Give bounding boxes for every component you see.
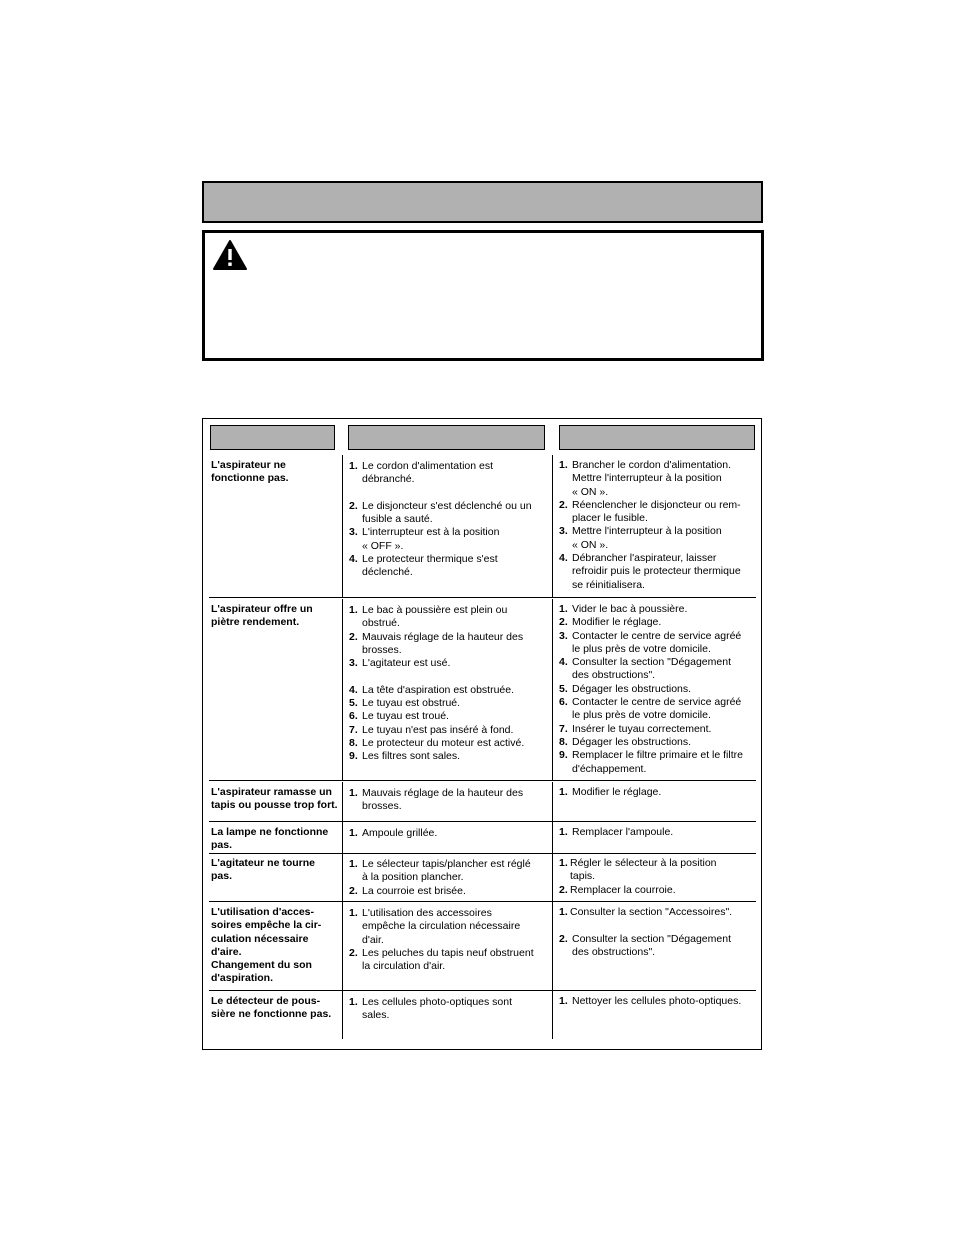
cause-item: [349, 724, 524, 737]
item-number: 2.: [559, 498, 568, 511]
item-number: 6.: [349, 710, 358, 723]
item-number: 2.: [349, 946, 358, 959]
item-number: 2.: [349, 499, 358, 512]
item-line: d'air.: [362, 933, 384, 946]
solution-item: [559, 656, 743, 683]
solution-item: [559, 552, 741, 592]
cause-item: [349, 858, 531, 885]
problem-cell: [211, 603, 313, 630]
column-divider: [342, 902, 343, 990]
item-line: Ampoule grillée.: [362, 827, 438, 839]
item-number: 7.: [559, 722, 568, 735]
item-line: le plus près de votre domicile.: [572, 709, 711, 722]
solution-item: [559, 906, 732, 919]
item-number: 1.: [559, 786, 568, 798]
item-line: Modifier le réglage.: [572, 616, 662, 629]
problem-line: pas.: [211, 870, 233, 883]
problem-line: d'aire.: [211, 945, 242, 958]
item-line: L'interrupteur est à la position: [362, 526, 500, 539]
cause-item: [349, 697, 524, 710]
cause-item: [349, 684, 524, 697]
problem-line: piètre rendement.: [211, 616, 300, 629]
cause-item: [349, 947, 534, 974]
item-number: 1.: [349, 996, 358, 1008]
item-line: L'utilisation des accessoires: [362, 907, 492, 919]
column-divider: [552, 853, 553, 901]
item-number: 3.: [349, 657, 358, 670]
solutions-cell: [559, 603, 743, 776]
problem-line: d'aspiration.: [211, 972, 274, 985]
causes-cell: [349, 604, 524, 764]
item-number: 1.: [349, 460, 358, 472]
item-line: d'échappement.: [572, 762, 647, 775]
column-divider: [342, 822, 343, 853]
item-line: Mauvais réglage de la hauteur des: [362, 787, 524, 799]
solution-item: [559, 603, 743, 616]
solution-item: [559, 499, 741, 526]
cause-item: [349, 604, 524, 631]
warning-triangle-icon: [212, 239, 248, 271]
cause-item: [349, 657, 524, 670]
item-line: Le protecteur thermique s'est: [362, 553, 498, 566]
solutions-cell: [559, 826, 673, 839]
title-bar: [202, 181, 763, 223]
row-divider: [209, 597, 756, 598]
column-divider: [552, 599, 553, 780]
item-number: 6.: [559, 696, 568, 709]
solution-item: [559, 736, 743, 749]
solution-item: [559, 995, 741, 1008]
header-problem: [210, 425, 335, 450]
solution-item: [559, 723, 743, 736]
problem-cell: [211, 906, 321, 986]
causes-cell: [349, 858, 531, 898]
solutions-cell: [559, 459, 741, 592]
item-line: Vider le bac à poussière.: [572, 603, 688, 615]
header-solution: [559, 425, 755, 450]
cause-item: [349, 553, 532, 580]
column-divider: [552, 822, 553, 853]
item-line: Le tuyau n'est pas inséré à fond.: [362, 723, 514, 736]
item-line: Remplacer l'ampoule.: [572, 826, 674, 838]
item-number: 4.: [559, 552, 568, 565]
item-line: Remplacer la courroie.: [570, 883, 676, 896]
row-divider: [209, 990, 756, 991]
item-line: Régler le sélecteur à la position: [570, 857, 717, 869]
problem-line: Le détecteur de pous-: [211, 995, 321, 1007]
solution-item: [559, 826, 673, 839]
item-line: la circulation d'air.: [362, 960, 446, 973]
column-divider: [552, 782, 553, 821]
item-number: 3.: [559, 629, 568, 642]
item-line: Les peluches du tapis neuf obstruent: [362, 946, 534, 959]
problem-line: pas.: [211, 839, 233, 852]
item-number: 2.: [349, 630, 358, 643]
item-line: Modifier le réglage.: [572, 786, 662, 798]
row-divider: [209, 853, 756, 854]
problem-cell: [211, 786, 338, 813]
item-line: sales.: [362, 1009, 390, 1022]
cause-item: [349, 885, 531, 898]
cause-item: [349, 907, 534, 947]
column-divider: [342, 599, 343, 780]
item-line: Nettoyer les cellules photo-optiques.: [572, 995, 742, 1007]
solution-item: [559, 630, 743, 657]
problem-line: L'aspirateur ne: [211, 459, 286, 471]
causes-cell: [349, 460, 532, 580]
item-line: obstrué.: [362, 617, 400, 630]
cause-item: [349, 460, 532, 487]
solution-item: [559, 683, 743, 696]
column-divider: [342, 853, 343, 901]
item-line: Débrancher l'aspirateur, laisser: [572, 552, 717, 565]
problem-line: fonctionne pas.: [211, 472, 289, 485]
cause-item: [349, 787, 523, 814]
item-line: La tête d'aspiration est obstruée.: [362, 683, 515, 696]
problem-line: Changement du son: [211, 959, 312, 972]
column-divider: [552, 902, 553, 990]
item-number: 4.: [349, 683, 358, 696]
causes-cell: [349, 827, 437, 840]
solution-item: [559, 525, 741, 552]
item-number: 2.: [559, 883, 568, 896]
cause-item: [349, 827, 437, 840]
item-line: à la position plancher.: [362, 871, 464, 884]
item-line: tapis.: [570, 870, 596, 883]
item-line: « OFF ».: [362, 539, 404, 552]
item-number: 2.: [349, 884, 358, 897]
column-divider: [552, 455, 553, 597]
solution-item: [559, 459, 741, 499]
solutions-cell: [559, 857, 717, 897]
item-number: 1.: [349, 787, 358, 799]
item-line: Le protecteur du moteur est activé.: [362, 736, 525, 749]
item-line: Réenclencher le disjoncteur ou rem-: [572, 498, 741, 511]
problem-line: soires empêche la cir-: [211, 919, 322, 932]
solution-item: [559, 857, 717, 884]
item-line: L'agitateur est usé.: [362, 657, 451, 670]
item-number: 1.: [559, 603, 568, 615]
item-number: 9.: [349, 750, 358, 763]
item-number: 3.: [349, 526, 358, 539]
cause-item: [349, 750, 524, 763]
problem-line: culation nécessaire: [211, 932, 309, 945]
problem-line: L'agitateur ne tourne: [211, 857, 316, 869]
solutions-cell: [559, 906, 732, 959]
causes-cell: [349, 787, 523, 814]
column-divider: [342, 991, 343, 1039]
cause-item: [349, 710, 524, 723]
problem-line: tapis ou pousse trop fort.: [211, 799, 338, 812]
item-number: 5.: [559, 682, 568, 695]
row-divider: [209, 901, 756, 902]
troubleshooting-table: [202, 418, 762, 1050]
solution-item: [559, 933, 732, 960]
item-line: brosses.: [362, 800, 402, 813]
item-line: le plus près de votre domicile.: [572, 642, 711, 655]
row-divider: [209, 821, 756, 822]
item-number: 5.: [349, 697, 358, 710]
item-number: 4.: [559, 656, 568, 669]
causes-cell: [349, 907, 534, 973]
problem-line: La lampe ne fonctionne: [211, 826, 329, 838]
item-number: 1.: [559, 857, 568, 869]
solution-item: [559, 696, 743, 723]
item-line: Insérer le tuyau correctement.: [572, 722, 712, 735]
cause-item: [349, 526, 532, 553]
item-line: fusible a sauté.: [362, 513, 433, 526]
item-line: Consulter la section "Dégagement: [572, 932, 731, 945]
item-line: refroidir puis le protecteur thermique: [572, 565, 741, 578]
item-line: Le tuyau est obstrué.: [362, 697, 461, 710]
problem-line: sière ne fonctionne pas.: [211, 1008, 332, 1021]
problem-line: L'utilisation d'acces-: [211, 906, 315, 918]
item-line: des obstructions".: [572, 669, 656, 682]
item-number: 3.: [559, 525, 568, 538]
item-number: 1.: [559, 459, 568, 471]
item-line: Dégager les obstructions.: [572, 682, 692, 695]
column-divider: [342, 782, 343, 821]
problem-cell: [211, 459, 289, 486]
item-number: 1.: [559, 995, 568, 1007]
item-line: placer le fusible.: [572, 512, 648, 525]
item-line: Consulter la section "Accessoires".: [570, 906, 733, 918]
item-number: 1.: [349, 827, 358, 839]
warning-box: [202, 230, 764, 361]
item-line: Contacter le centre de service agréé: [572, 629, 742, 642]
item-number: 4.: [349, 553, 358, 566]
cause-item: [349, 631, 524, 658]
solutions-cell: [559, 786, 661, 799]
item-line: Le disjoncteur s'est déclenché ou un: [362, 499, 532, 512]
item-line: « ON ».: [572, 538, 609, 551]
item-number: 1.: [349, 858, 358, 870]
column-divider: [342, 455, 343, 597]
causes-cell: [349, 996, 512, 1023]
item-line: Mauvais réglage de la hauteur des: [362, 630, 524, 643]
item-number: 7.: [349, 723, 358, 736]
header-cause: [348, 425, 545, 450]
solution-item: [559, 884, 717, 897]
item-line: La courroie est brisée.: [362, 884, 466, 897]
item-line: « ON ».: [572, 485, 609, 498]
problem-cell: [211, 995, 331, 1022]
item-number: 9.: [559, 749, 568, 762]
item-line: Mettre l'interrupteur à la position: [572, 472, 722, 485]
problem-cell: [211, 826, 328, 853]
item-number: 1.: [559, 826, 568, 838]
item-number: 2.: [559, 616, 568, 629]
solution-item: [559, 616, 743, 629]
item-line: Dégager les obstructions.: [572, 735, 692, 748]
problem-cell: [211, 857, 315, 884]
cause-item: [349, 996, 512, 1023]
solutions-cell: [559, 995, 741, 1008]
item-line: brosses.: [362, 643, 402, 656]
problem-line: L'aspirateur ramasse un: [211, 786, 332, 798]
column-divider: [552, 991, 553, 1039]
item-line: Le cordon d'alimentation est: [362, 460, 494, 472]
item-line: Les cellules photo-optiques sont: [362, 996, 513, 1008]
solution-item: [559, 786, 661, 799]
item-number: 1.: [559, 906, 568, 918]
item-number: 8.: [559, 735, 568, 748]
item-line: Le tuyau est troué.: [362, 710, 449, 723]
item-line: Le bac à poussière est plein ou: [362, 604, 508, 616]
solution-item: [559, 749, 743, 776]
item-line: Brancher le cordon d'alimentation.: [572, 459, 732, 471]
item-number: 2.: [559, 932, 568, 945]
item-line: empêche la circulation nécessaire: [362, 920, 521, 933]
item-line: débranché.: [362, 473, 415, 486]
problem-line: L'aspirateur offre un: [211, 603, 313, 615]
item-line: des obstructions".: [572, 945, 656, 958]
item-line: Le sélecteur tapis/plancher est réglé: [362, 858, 531, 870]
item-line: Les filtres sont sales.: [362, 750, 461, 763]
item-line: Remplacer le filtre primaire et le filtre: [572, 749, 743, 762]
cause-item: [349, 500, 532, 527]
item-line: Mettre l'interrupteur à la position: [572, 525, 722, 538]
cause-item: [349, 737, 524, 750]
item-line: déclenché.: [362, 566, 413, 579]
item-line: Contacter le centre de service agréé: [572, 696, 742, 709]
row-divider: [209, 780, 756, 781]
item-number: 1.: [349, 907, 358, 919]
item-number: 8.: [349, 736, 358, 749]
item-number: 1.: [349, 604, 358, 616]
item-line: Consulter la section "Dégagement: [572, 656, 731, 669]
item-line: se réinitialisera.: [572, 578, 645, 591]
